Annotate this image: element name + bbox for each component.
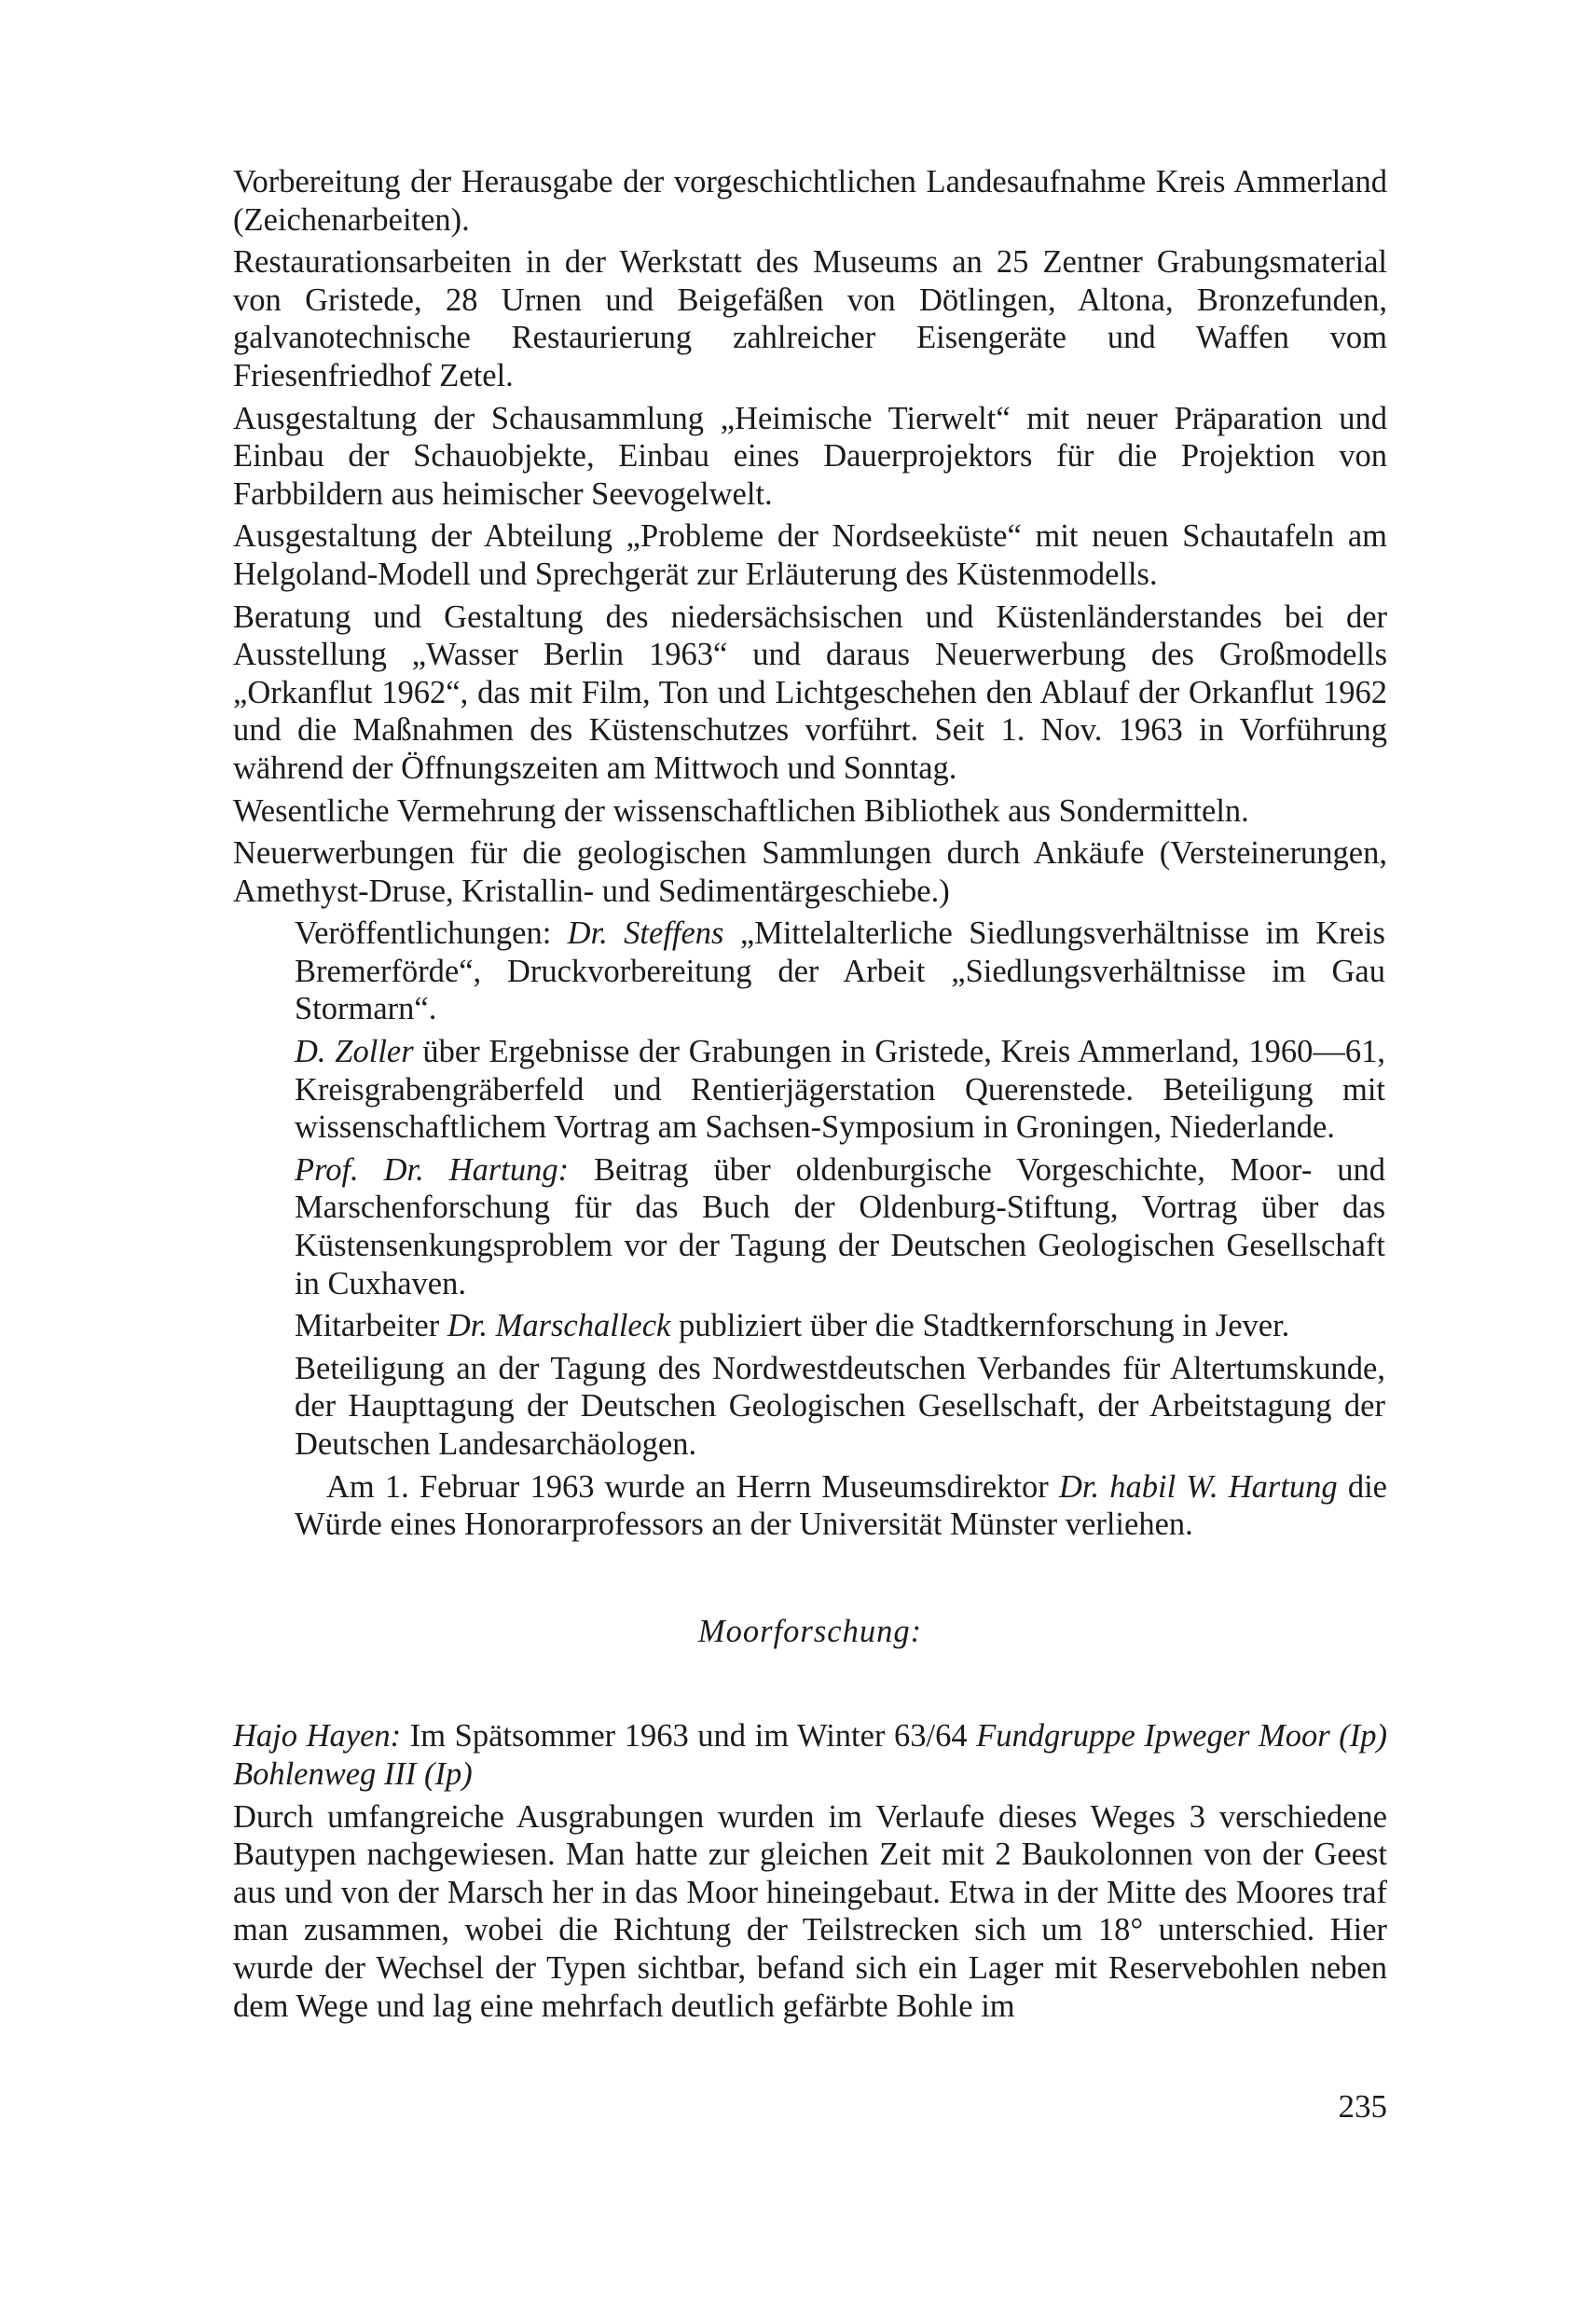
paragraph-tierwelt: Ausgestaltung der Schausammlung „Heimische Tierwelt“ mit neuer Präparation und Einbau der Schauobjekte, Einbau eines Dauerprojektors für die Projektion von Farbbildern aus heimischer Seevogelwelt.: [233, 400, 1387, 512]
publication-text: publiziert über die Stadtkernforschung in Jever.: [670, 1308, 1290, 1344]
paragraph-neuerwerbungen: Neuerwerbungen für die geologischen Sammlungen durch Ankäufe (Versteinerungen, Amethyst-Druse, Kristallin- und Sedimentärgeschiebe.): [233, 835, 1387, 909]
publication-marschalleck: [233, 1307, 1387, 1345]
publication-steffens: [233, 915, 1387, 1028]
author-name: D. Zoller: [295, 1034, 414, 1070]
section-byline: [233, 1717, 1387, 1793]
publication-label: Mitarbeiter: [295, 1308, 447, 1344]
byline-text: Im Spätsommer 1963 und im Winter 63/64: [401, 1718, 977, 1755]
publication-text: „Mittelalterliche Siedlungsverhältnisse im Kreis Bremerförde“, Druckvorbereitung der Arbeit „Siedlungsverhältnisse im Gau Stormarn“.: [295, 915, 1385, 1027]
publication-text: über Ergebnisse der Grabungen in Gristede, Kreis Ammerland, 1960—61, Kreisgrabengräberfeld und Rentierjägerstation Querenstede. Beteiligung mit wissenschaftlichem Vortrag am Sachsen-Symposium in Groningen, Niederlande.: [295, 1034, 1385, 1146]
section-heading: Moorforschung:: [697, 1613, 923, 1649]
publication-label: Veröffentlichungen:: [295, 915, 568, 952]
page-number: 235: [1338, 2088, 1387, 2125]
paragraph-ausstellung: Beratung und Gestaltung des niedersächsischen und Küstenländerstandes bei der Ausstellung „Wasser Berlin 1963“ und daraus Neuerwerbung des Großmodells „Orkanflut 1962“, das mit Film, Ton und Lichtgeschehen den Ablauf der Orkanflut 1962 und die Maßnahmen des Küstenschutzes vorführt. Seit 1. Nov. 1963 in Vorführung während der Öffnungszeiten am Mittwoch und Sonntag.: [233, 599, 1387, 786]
byline-site: Fundgruppe Ipweger Moor (Ip) Bohlenweg III (Ip): [233, 1718, 1387, 1792]
publication-text: Beitrag über oldenburgische Vorgeschichte, Moor- und Marschenforschung für das Buch der Oldenburg-Stiftung, Vortrag über das Küstensenkungsproblem vor der Tagung der Deutschen Geologischen Gesellschaft in Cuxhaven.: [295, 1151, 1385, 1301]
publication-tagung: Beteiligung an der Tagung des Nordwestdeutschen Verbandes für Altertumskunde, der Haupttagung der Deutschen Geologischen Gesellschaft, der Arbeitstagung der Deutschen Landesarchäologen.: [295, 1350, 1385, 1462]
paragraph-landesaufnahme: Vorbereitung der Herausgabe der vorgeschichtlichen Landesaufnahme Kreis Ammerland (Zeichenarbeiten).: [233, 164, 1387, 238]
honorarprofessor-note: [233, 1468, 1387, 1544]
paragraph-nordseekueste: Ausgestaltung der Abteilung „Probleme der Nordseeküste“ mit neuen Schautafeln am Helgoland-Modell und Sprechgerät zur Erläuterung des Küstenmodells.: [233, 518, 1387, 592]
author-name: Dr. habil W. Hartung: [1058, 1468, 1338, 1505]
author-name: Dr. Marschalleck: [447, 1308, 671, 1344]
publication-zoller: [233, 1033, 1387, 1147]
paragraph-restaurationsarbeiten: Restaurationsarbeiten in der Werkstatt des Museums an 25 Zentner Grabungsmaterial von Gristede, 28 Urnen und Beigefäßen von Dötlingen, Altona, Bronzefunden, galvanotechnische Restaurierung zahlreicher Eisengeräte und Waffen vom Friesenfriedhof Zetel.: [233, 244, 1387, 393]
author-name: Prof. Dr. Hartung:: [295, 1151, 570, 1188]
byline-author: Hajo Hayen:: [233, 1718, 402, 1755]
note-text: die Würde eines Honorarprofessors an der Universität Münster verliehen.: [295, 1468, 1387, 1543]
page-body: [233, 163, 1387, 2030]
publication-hartung: [233, 1151, 1387, 1302]
note-text: Am 1. Februar 1963 wurde an Herrn Museumsdirektor: [326, 1468, 1059, 1505]
paragraph-bibliothek: Wesentliche Vermehrung der wissenschaftlichen Bibliothek aus Sondermitteln.: [233, 792, 1249, 829]
author-name: Dr. Steffens: [567, 915, 724, 952]
section-body: Durch umfangreiche Ausgrabungen wurden im Verlaufe dieses Weges 3 verschiedene Bautypen nachgewiesen. Man hatte zur gleichen Zeit mit 2 Baukolonnen von der Geest aus und von der Marsch her in das Moor hineingebaut. Etwa in der Mitte des Moores traf man zusammen, wobei die Richtung der Teilstrecken sich um 18° unterschied. Hier wurde der Wechsel der Typen sichtbar, befand sich ein Lager mit Reservebohlen neben dem Wege und lag eine mehrfach deutlich gefärbte Bohle im: [233, 1798, 1387, 2024]
